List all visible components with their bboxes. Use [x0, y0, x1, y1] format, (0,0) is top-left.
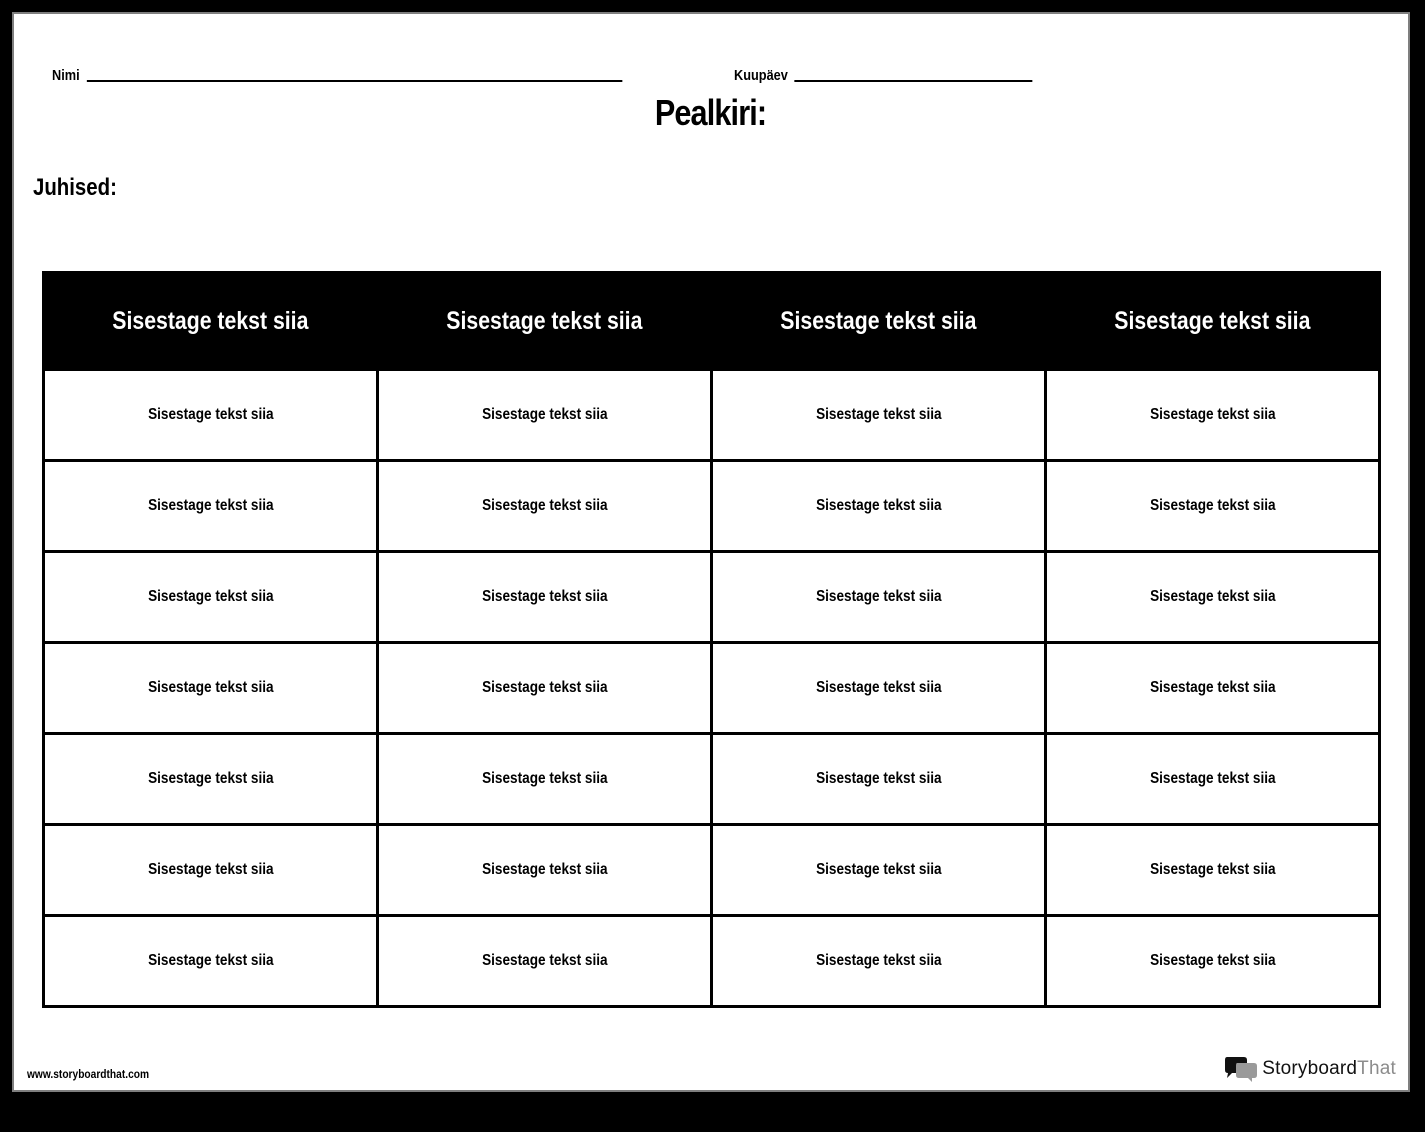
table-row [44, 643, 1380, 734]
table-cell[interactable]: Sisestage tekst siia [712, 370, 1046, 461]
table-cell[interactable]: Sisestage tekst siia [712, 552, 1046, 643]
table-cell[interactable]: Sisestage tekst siia [44, 461, 378, 552]
table-cell[interactable]: Sisestage tekst siia [712, 461, 1046, 552]
name-line[interactable] [86, 80, 622, 82]
table-cell[interactable]: Sisestage tekst siia [1046, 734, 1380, 825]
table-row [44, 461, 1380, 552]
table-cell[interactable]: Sisestage tekst siia [1046, 461, 1380, 552]
table-cell[interactable]: Sisestage tekst siia [378, 643, 712, 734]
table-cell[interactable]: Sisestage tekst siia [1046, 370, 1380, 461]
table-cell[interactable]: Sisestage tekst siia [44, 916, 378, 1007]
table-cell[interactable]: Sisestage tekst siia [44, 370, 378, 461]
table-cell[interactable]: Sisestage tekst siia [712, 734, 1046, 825]
worksheet-page [12, 12, 1410, 1092]
worksheet-table [42, 271, 1381, 1008]
table-cell[interactable]: Sisestage tekst siia [44, 552, 378, 643]
table-cell[interactable]: Sisestage tekst siia [378, 461, 712, 552]
table-row [44, 734, 1380, 825]
table-cell[interactable]: Sisestage tekst siia [378, 552, 712, 643]
table-cell[interactable]: Sisestage tekst siia [378, 916, 712, 1007]
table-row [44, 825, 1380, 916]
header-cell[interactable]: Sisestage tekst siia [712, 273, 1046, 370]
table-cell[interactable]: Sisestage tekst siia [44, 825, 378, 916]
header-cell[interactable]: Sisestage tekst siia [44, 273, 378, 370]
page-title[interactable] [14, 92, 1408, 134]
footer-url[interactable]: www.storyboardthat.com [27, 1067, 150, 1081]
storyboardthat-logo[interactable] [1224, 1056, 1396, 1082]
table-cell[interactable]: Sisestage tekst siia [712, 916, 1046, 1007]
table-cell[interactable]: Sisestage tekst siia [378, 370, 712, 461]
table-cell[interactable]: Sisestage tekst siia [378, 825, 712, 916]
date-label: Kuupäev [734, 67, 788, 84]
name-label: Nimi [52, 67, 80, 84]
table-cell[interactable]: Sisestage tekst siia [1046, 552, 1380, 643]
brand-name: StoryboardThat [1262, 1058, 1396, 1079]
header-cell[interactable]: Sisestage tekst siia [378, 273, 712, 370]
table-cell[interactable]: Sisestage tekst siia [378, 734, 712, 825]
table-cell[interactable]: Sisestage tekst siia [712, 643, 1046, 734]
table-row [44, 552, 1380, 643]
name-field [52, 68, 622, 84]
table-header-row [44, 273, 1380, 370]
table-cell[interactable]: Sisestage tekst siia [1046, 825, 1380, 916]
table-cell[interactable]: Sisestage tekst siia [44, 734, 378, 825]
instructions-label[interactable]: Juhised: [33, 174, 117, 201]
page-title-text: Pealkiri: [655, 92, 767, 133]
table-cell[interactable]: Sisestage tekst siia [1046, 643, 1380, 734]
table-cell[interactable]: Sisestage tekst siia [712, 825, 1046, 916]
date-field [734, 68, 1033, 84]
date-line[interactable] [795, 80, 1033, 82]
speech-bubbles-icon [1224, 1056, 1258, 1082]
table-row [44, 370, 1380, 461]
header-cell[interactable]: Sisestage tekst siia [1046, 273, 1380, 370]
table-cell[interactable]: Sisestage tekst siia [1046, 916, 1380, 1007]
table-cell[interactable]: Sisestage tekst siia [44, 643, 378, 734]
table-row [44, 916, 1380, 1007]
